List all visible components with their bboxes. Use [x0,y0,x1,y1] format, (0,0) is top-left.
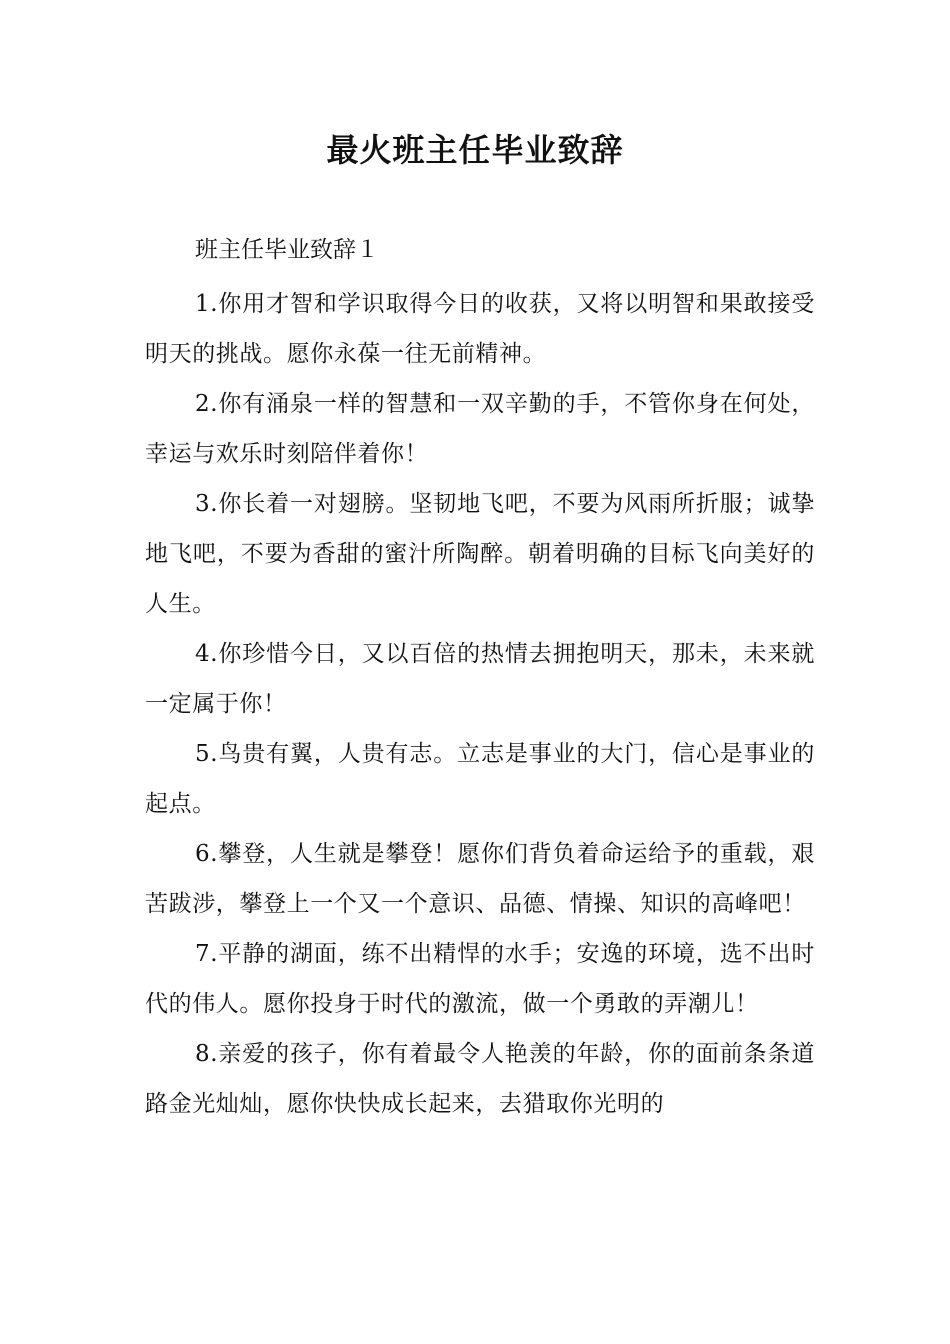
paragraph-8: 8.亲爱的孩子，你有着最令人艳羡的年龄，你的面前条条道路金光灿灿，愿你快快成长起来，去猎取你光明的 [145,1041,815,1117]
document-body [145,279,815,1129]
paragraph-2: 2.你有涌泉一样的智慧和一双辛勤的手，不管你身在何处，幸运与欢乐时刻陪伴着你！ [145,391,815,467]
section-heading: 班主任毕业致辞１ [195,237,379,263]
document-title: 最火班主任毕业致辞 [326,131,624,169]
paragraph-5: 5.鸟贵有翼，人贵有志。立志是事业的大门，信心是事业的起点。 [145,741,815,817]
paragraph-7: 7.平静的湖面，练不出精悍的水手；安逸的环境，选不出时代的伟人。愿你投身于时代的激流，做一个勇敢的弄潮儿！ [145,941,815,1017]
paragraph-1: 1.你用才智和学识取得今日的收获，又将以明智和果敢接受明天的挑战。愿你永葆一往无前精神。 [145,291,815,367]
paragraph-4: 4.你珍惜今日，又以百倍的热情去拥抱明天，那未，未来就一定属于你！ [145,641,815,717]
paragraph-6: 6.攀登，人生就是攀登！愿你们背负着命运给予的重载，艰苦跋涉，攀登上一个又一个意识、品德、情操、知识的高峰吧！ [145,841,815,917]
paragraph-3: 3.你长着一对翅膀。坚韧地飞吧，不要为风雨所折服；诚挚地飞吧，不要为香甜的蜜汁所陶醉。朝着明确的目标飞向美好的人生。 [145,491,815,617]
